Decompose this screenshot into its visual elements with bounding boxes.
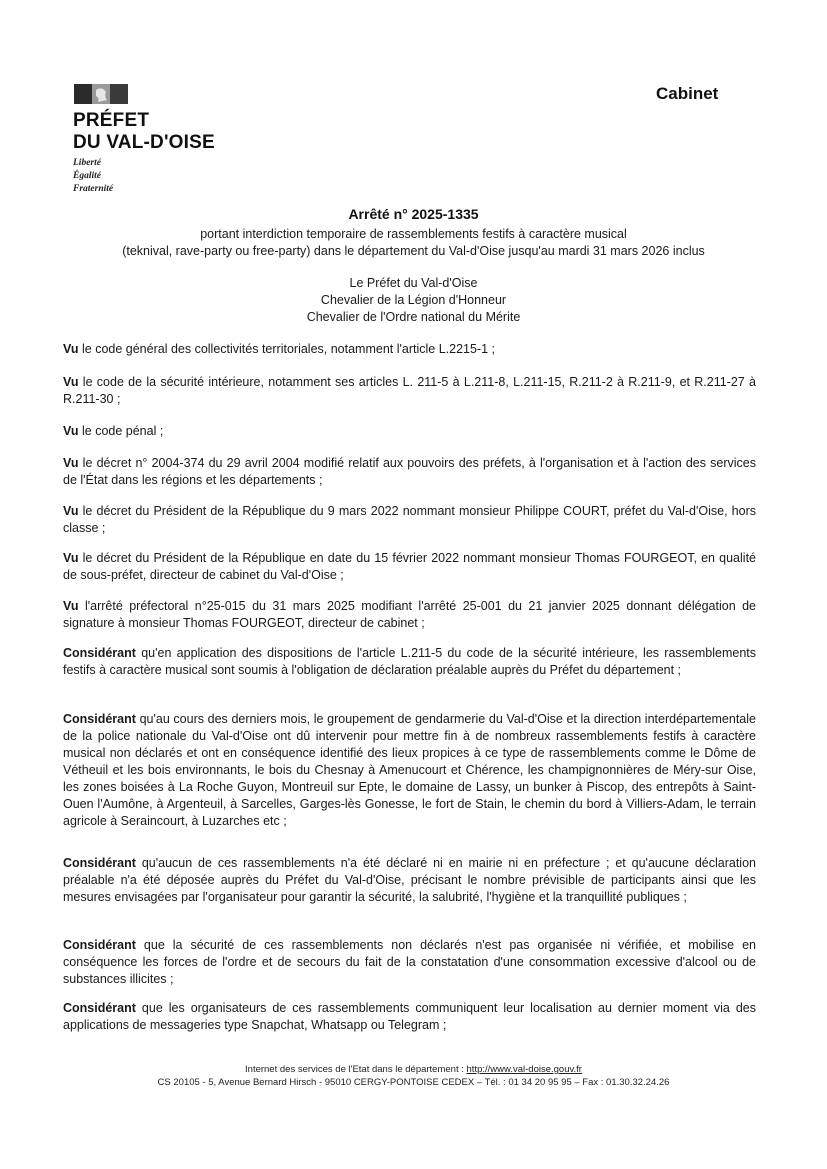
paragraph-vu-arrete-delegation [63,598,756,632]
motto-liberte: Liberté [73,158,101,168]
paragraph-vu-decret-prefet [63,503,756,537]
paragraph-vu-code-penal [63,423,756,440]
paragraph-text: qu'aucun de ces rassemblements n'a été déclaré ni en mairie ni en préfecture ; et qu'aucune déclaration préalable n'a été déposée auprès du Préfet du Val-d'Oise, précisant le nombre prévisible de participants ainsi que les mesures envisagées par l'organisateur pour garantir la sécurité, la salubrité, l'hygiène et la tranquillité publiques ; [63,856,756,904]
footer-website-label: Internet des services de l'Etat dans le département : [245,1064,467,1075]
prefecture-name-line2: DU VAL-D'OISE [73,132,215,153]
motto-fraternite: Fraternité [73,184,114,194]
paragraph-considerant-declaration [63,645,756,679]
paragraph-text: le décret du Président de la République du 9 mars 2022 nommant monsieur Philippe COURT, préfet du Val-d'Oise, hors classe ; [63,504,756,535]
paragraph-text: le décret du Président de la République en date du 15 février 2022 nommant monsieur Thomas FOURGEOT, en qualité de sous-préfet, directeur de cabinet du Val-d'Oise ; [63,551,756,582]
prefect-line1: Le Préfet du Val-d'Oise [349,276,478,290]
paragraph-keyword: Vu [63,342,79,356]
paragraph-keyword: Vu [63,375,79,389]
department-label: Cabinet [656,84,719,103]
paragraph-text: que les organisateurs de ces rassemblements communiquent leur localisation au dernier moment via des applications de messageries type Snapchat, Whatsapp ou Telegram ; [63,1001,756,1032]
paragraph-keyword: Vu [63,504,79,518]
paragraph-text: l'arrêté préfectoral n°25-015 du 31 mars 2025 modifiant l'arrêté 25-001 du 21 janvier 2025 donnant délégation de signature à monsieur Thomas FOURGEOT, directeur de cabinet ; [63,599,756,630]
paragraph-text: le code pénal ; [78,424,164,438]
paragraph-vu-csi [63,374,756,408]
paragraph-keyword: Considérant [63,646,136,660]
footer-website [100,1063,727,1076]
paragraph-text: qu'en application des dispositions de l'article L.211-5 du code de la sécurité intérieure, les rassemblements festifs à caractère musical sont soumis à l'obligation de déclaration préalable auprès du Préfet du département ; [63,646,756,677]
footer-address: CS 20105 - 5, Avenue Bernard Hirsch - 95010 CERGY-PONTOISE CEDEX – Tél. : 01 34 20 95 95 – Fax : 01.30.32.24.26 [157,1077,670,1088]
paragraph-vu-cgct [63,341,756,358]
flag-white-band [92,84,110,104]
marianne-profile-icon [92,84,110,104]
prefecture-name-line1: PRÉFET [73,110,150,131]
decree-subtitle-line1: portant interdiction temporaire de rassemblements festifs à caractère musical [200,227,627,241]
paragraph-considerant-lieux [63,711,756,830]
prefecture-name [73,110,215,154]
prefect-line2: Chevalier de la Légion d'Honneur [320,293,507,307]
marianne-logo [74,84,128,104]
republic-motto [73,157,113,196]
decree-subtitle [60,226,767,260]
paragraph-text: qu'au cours des derniers mois, le groupement de gendarmerie du Val-d'Oise et la direction interdépartementale de la police nationale du Val-d'Oise ont dû intervenir pour mettre fin à de nombreux rassemblements festifs à caractère musical non déclarés et ont en conséquence identifié des lieux propices à ce type de rassemblements comme le Dôme de Vétheuil et les bois environnants, le bois du Chesnay à Amenucourt et Chérence, les champignonnières de Méry-sur Oise, les zones boisées à La Roche Guyon, Montreuil sur Epte, le domaine de Lassy, un bunker à Piscop, des entrepôts à Saint-Ouen l'Aumône, à Argenteuil, à Sarcelles, Garges-lès Gonesse, le fort de Stain, le chemin du bord à Villiers-Adam, le terrain agricole à Seraincourt, à Luzarches etc ; [63,712,756,828]
paragraph-vu-decret-sous-prefet [63,550,756,584]
paragraph-keyword: Vu [63,551,79,565]
decree-subtitle-line2: (teknival, rave-party ou free-party) dans le département du Val-d'Oise jusqu'au mardi 31 mars 2026 inclus [122,244,705,258]
paragraph-considerant-non-declares [63,855,756,906]
paragraph-considerant-messageries [63,1000,756,1034]
flag-blue-band [74,84,92,104]
paragraph-keyword: Considérant [63,938,136,952]
paragraph-text: le décret n° 2004-374 du 29 avril 2004 modifié relatif aux pouvoirs des préfets, à l'organisation et à l'action des services de l'État dans les régions et les départements ; [63,456,756,487]
paragraph-keyword: Vu [63,599,79,613]
paragraph-keyword: Considérant [63,856,136,870]
paragraph-considerant-securite [63,937,756,988]
paragraph-keyword: Vu [63,456,79,470]
paragraph-keyword: Considérant [63,1001,136,1015]
paragraph-text: le code de la sécurité intérieure, notamment ses articles L. 211-5 à L.211-8, L.211-15, R.211-2 à R.211-9, et R.211-27 à R.211-30 ; [63,375,756,406]
footer-website-link[interactable]: http://www.val-doise.gouv.fr [466,1064,582,1075]
paragraph-keyword: Vu [63,424,79,438]
flag-red-band [110,84,128,104]
paragraph-text: le code général des collectivités territoriales, notamment l'article L.2215-1 ; [78,342,495,356]
motto-egalite: Égalité [73,171,101,181]
prefect-titles [60,275,767,326]
prefect-line3: Chevalier de l'Ordre national du Mérite [306,310,521,324]
paragraph-keyword: Considérant [63,712,136,726]
decree-title: Arrêté n° 2025-1335 [348,206,479,222]
paragraph-vu-decret-2004 [63,455,756,489]
paragraph-text: que la sécurité de ces rassemblements non déclarés n'est pas organisée ni vérifiée, et mobilise en conséquence les forces de l'ordre et de secours du fait de la constatation d'une consommation excessive d'alcool ou de substances illicites ; [63,938,756,986]
